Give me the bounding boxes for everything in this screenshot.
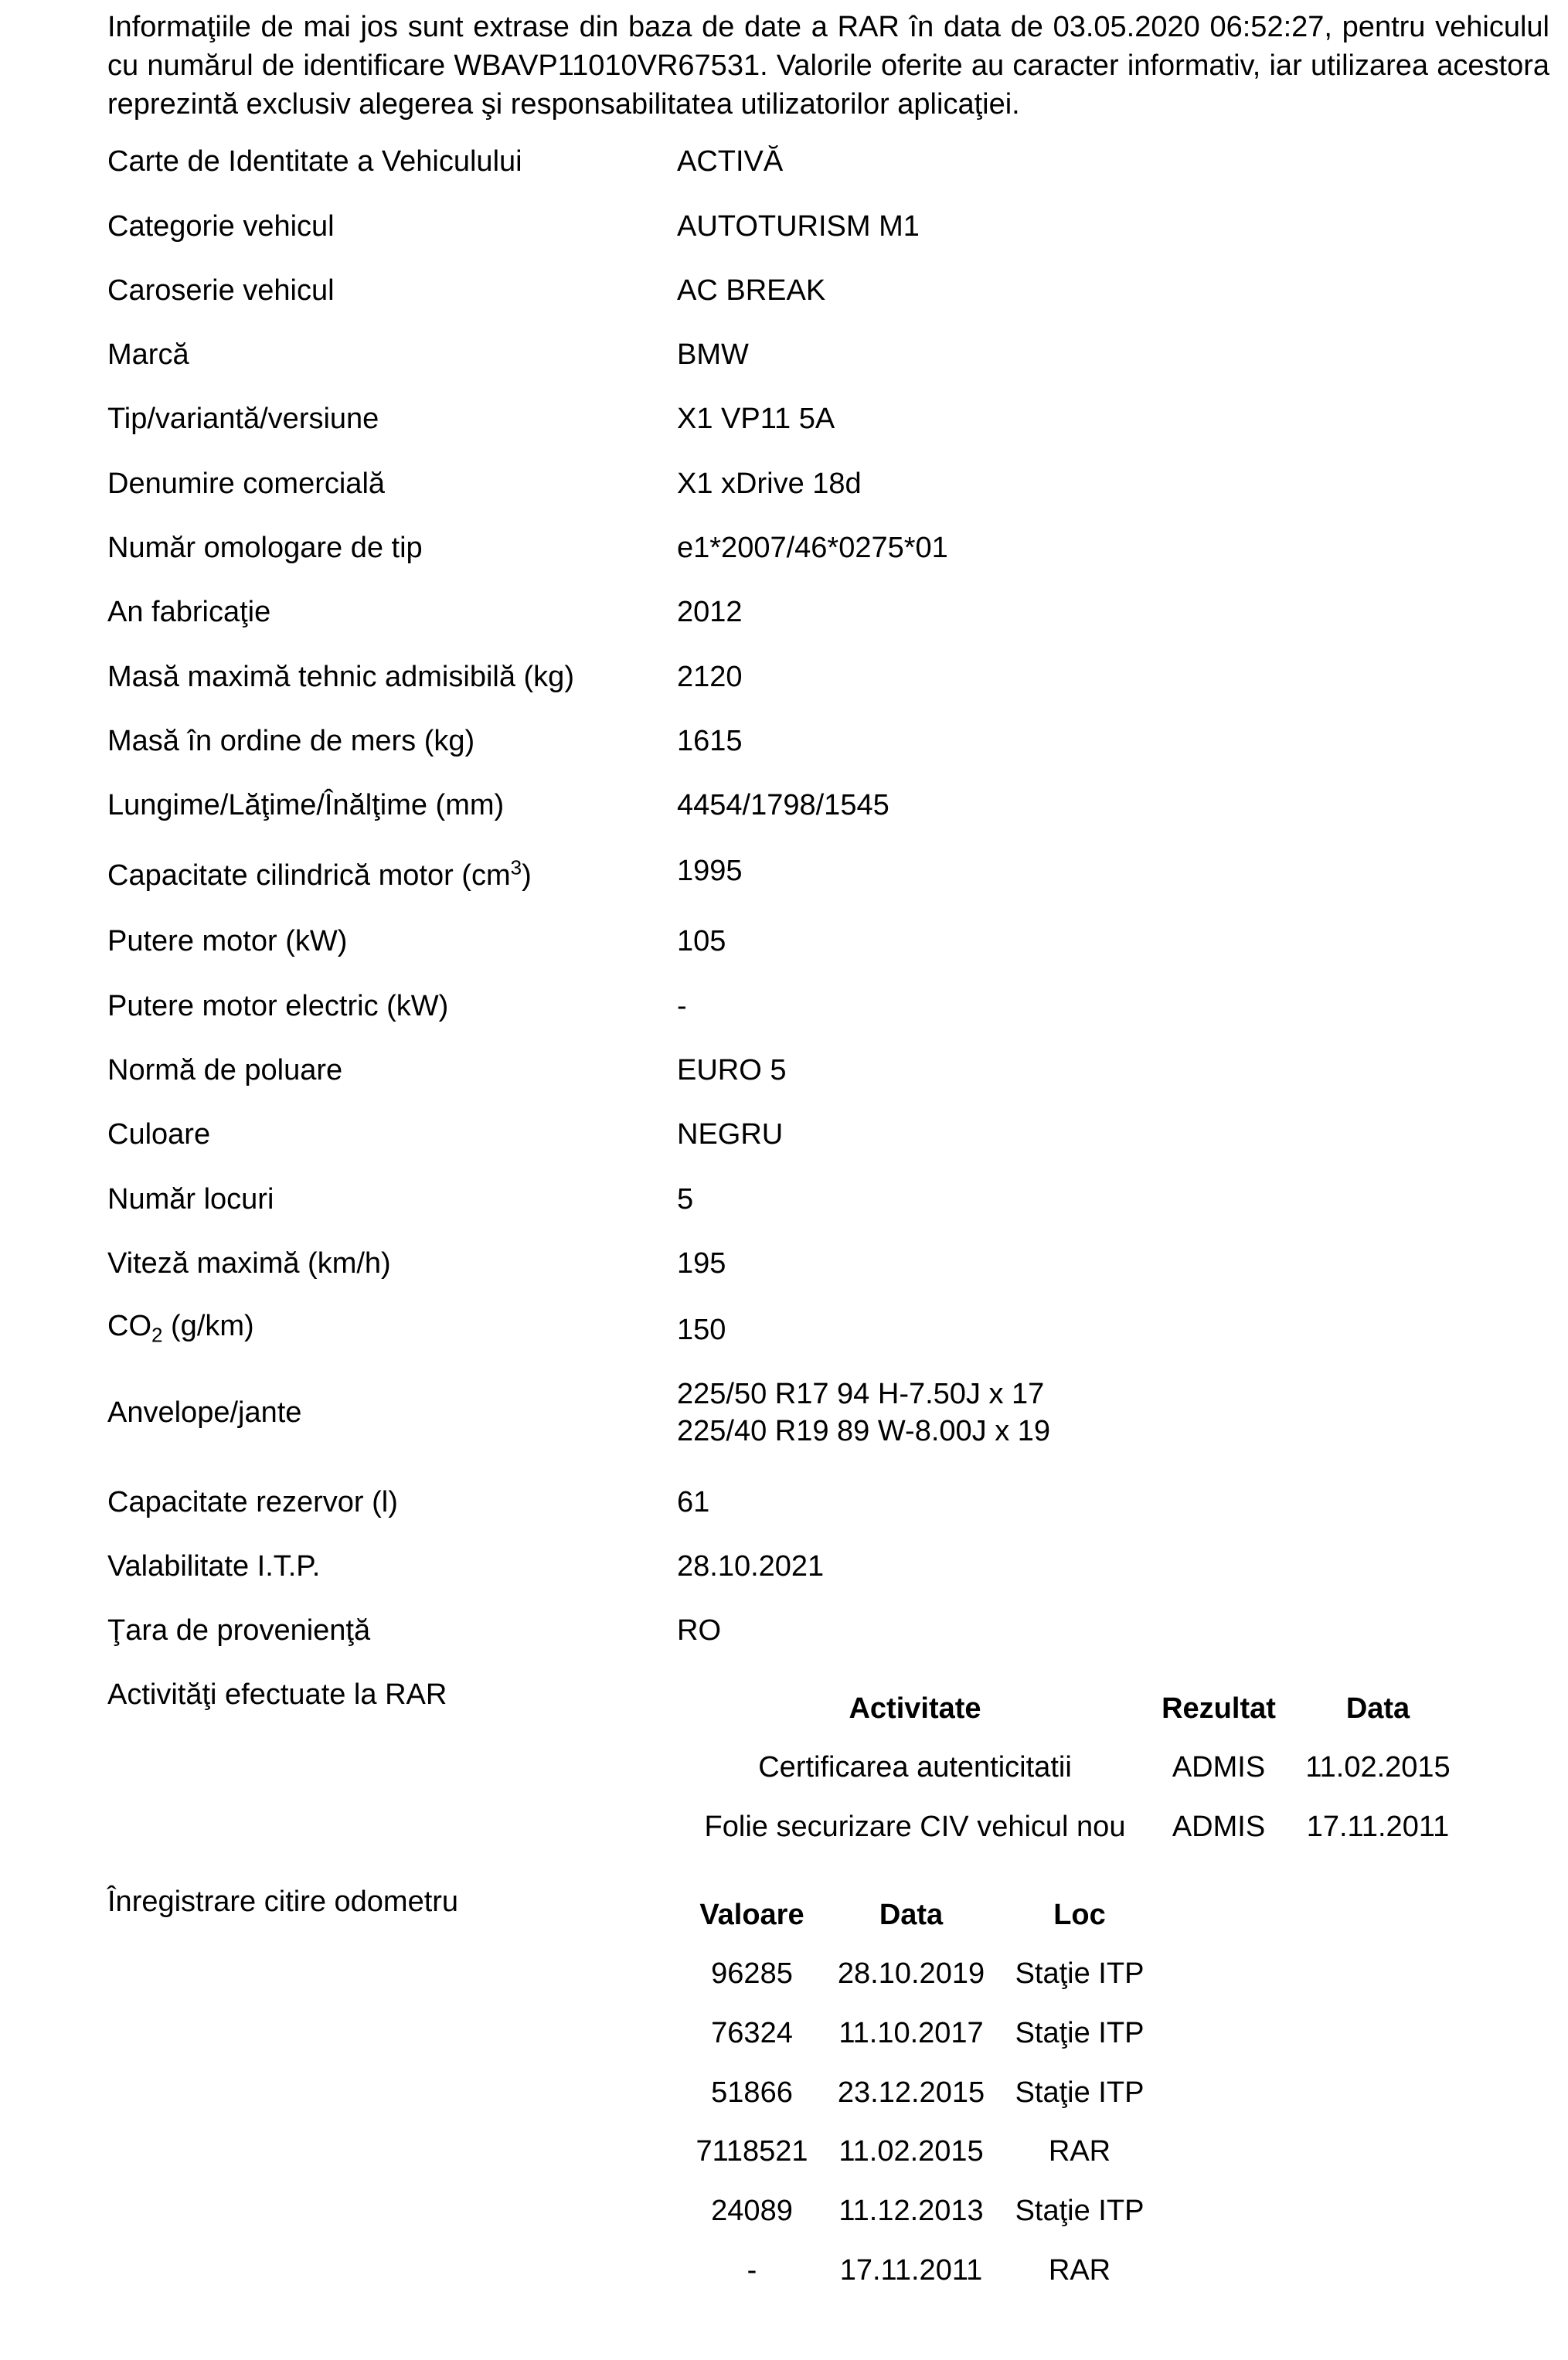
capacity-label: Capacitate cilindrică motor $(cm^3)$ bbox=[107, 855, 532, 892]
odometer-cell: 23.12.2015 bbox=[837, 2076, 985, 2109]
odometer-cell: Staţie ITP bbox=[1015, 2076, 1145, 2109]
activities-cell: 17.11.2011 bbox=[1306, 1811, 1450, 1843]
field-value: 28.10.2021 bbox=[677, 1550, 825, 1583]
tyres-label: Anvelope/jante bbox=[107, 1396, 302, 1429]
activities-cell: Certificarea autenticitatii bbox=[758, 1751, 1072, 1784]
field-value: X1 VP11 5A bbox=[677, 403, 835, 435]
activities-label: Activităţi efectuate la RAR bbox=[107, 1678, 447, 1711]
odometer-cell: 11.12.2013 bbox=[838, 2195, 984, 2227]
field-value: 1615 bbox=[677, 725, 743, 757]
field-label: Masă maximă tehnic admisibilă (kg) bbox=[107, 661, 574, 693]
co2-label: $CO_2$ (g/km) bbox=[107, 1310, 254, 1347]
odometer-cell: RAR bbox=[1048, 2254, 1111, 2287]
field-value: X1 xDrive 18d bbox=[677, 468, 862, 500]
field-label: Viteză maximă (km/h) bbox=[107, 1247, 391, 1280]
field-value: 195 bbox=[677, 1247, 726, 1280]
field-value: 61 bbox=[677, 1486, 710, 1518]
field-value: e1*2007/46*0275*01 bbox=[677, 532, 948, 564]
activities-cell: 11.02.2015 bbox=[1305, 1751, 1451, 1784]
capacity-value: 1995 bbox=[677, 855, 743, 887]
field-label: Număr omologare de tip bbox=[107, 532, 423, 564]
field-value: 2012 bbox=[677, 596, 743, 628]
field-label: An fabricaţie bbox=[107, 596, 271, 628]
field-value: BMW bbox=[677, 338, 749, 371]
field-label: Tip/variantă/versiune bbox=[107, 403, 379, 435]
field-label: Putere motor (kW) bbox=[107, 925, 348, 957]
field-label: Valabilitate I.T.P. bbox=[107, 1550, 321, 1583]
co2-value: 150 bbox=[677, 1314, 726, 1346]
odometer-cell: 24089 bbox=[711, 2195, 793, 2227]
field-value: 2120 bbox=[677, 661, 743, 693]
field-label: Marcă bbox=[107, 338, 189, 371]
odometer-cell: 7118521 bbox=[696, 2135, 808, 2168]
odometer-header: Loc bbox=[1053, 1899, 1106, 1931]
field-label: Carte de Identitate a Vehiculului bbox=[107, 145, 522, 178]
field-value: 5 bbox=[677, 1183, 694, 1216]
odometer-cell: Staţie ITP bbox=[1015, 2017, 1145, 2049]
tyres-value-line2: 225/40 R19 89 W-8.00J x 19 bbox=[677, 1415, 1051, 1447]
activities-header: Rezultat bbox=[1162, 1692, 1276, 1725]
odometer-cell: - bbox=[747, 2254, 757, 2287]
field-value: EURO 5 bbox=[677, 1054, 787, 1086]
field-value: AC BREAK bbox=[677, 274, 826, 307]
odometer-cell: 11.02.2015 bbox=[838, 2135, 984, 2168]
field-label: Capacitate rezervor (l) bbox=[107, 1486, 398, 1518]
activities-cell: Folie securizare CIV vehicul nou bbox=[704, 1811, 1126, 1843]
odometer-cell: 76324 bbox=[711, 2017, 793, 2049]
field-label: Caroserie vehicul bbox=[107, 274, 335, 307]
intro-paragraph: Informaţiile de mai jos sunt extrase din baza de date a RAR în data de 03.05.2020 06:52:27, pentru vehiculul cu numărul de identificare WBAVP11010VR67531. Valorile oferite au caracter informativ, iar utilizarea acestora reprezintă exclusiv alegerea şi responsabilitatea utilizatorilor aplicaţiei. bbox=[107, 11, 1549, 121]
field-label: Culoare bbox=[107, 1118, 211, 1151]
odometer-cell: 28.10.2019 bbox=[837, 1957, 985, 1990]
field-value: AUTOTURISM M1 bbox=[677, 210, 920, 243]
activities-cell: ADMIS bbox=[1172, 1751, 1266, 1784]
field-label: Putere motor electric (kW) bbox=[107, 990, 449, 1022]
field-label: Număr locuri bbox=[107, 1183, 274, 1216]
odometer-header: Valoare bbox=[699, 1899, 804, 1931]
field-label: Denumire comercială bbox=[107, 468, 386, 500]
activities-cell: ADMIS bbox=[1172, 1811, 1266, 1843]
odometer-cell: 96285 bbox=[711, 1957, 793, 1990]
field-value: ACTIVĂ bbox=[677, 145, 784, 178]
activities-header: Data bbox=[1345, 1692, 1410, 1725]
odometer-label: Înregistrare citire odometru bbox=[107, 1886, 459, 1918]
field-value: - bbox=[677, 990, 687, 1022]
field-value: RO bbox=[677, 1614, 721, 1647]
field-value: 4454/1798/1545 bbox=[677, 789, 889, 821]
field-label: Ţara de provenienţă bbox=[107, 1614, 371, 1647]
odometer-cell: 17.11.2011 bbox=[839, 2254, 983, 2287]
field-value: 105 bbox=[677, 925, 726, 957]
odometer-cell: RAR bbox=[1048, 2135, 1111, 2168]
field-label: Lungime/Lăţime/Înălţime (mm) bbox=[107, 789, 505, 821]
field-label: Masă în ordine de mers (kg) bbox=[107, 725, 475, 757]
activities-header: Activitate bbox=[849, 1692, 981, 1725]
odometer-header: Data bbox=[879, 1899, 944, 1931]
odometer-cell: Staţie ITP bbox=[1015, 2195, 1145, 2227]
field-label: Categorie vehicul bbox=[107, 210, 335, 243]
field-label: Normă de poluare bbox=[107, 1054, 343, 1086]
odometer-cell: Staţie ITP bbox=[1015, 1957, 1145, 1990]
field-value: NEGRU bbox=[677, 1118, 784, 1151]
tyres-value-line1: 225/50 R17 94 H-7.50J x 17 bbox=[677, 1378, 1045, 1410]
odometer-cell: 51866 bbox=[711, 2076, 793, 2109]
odometer-cell: 11.10.2017 bbox=[838, 2017, 984, 2049]
